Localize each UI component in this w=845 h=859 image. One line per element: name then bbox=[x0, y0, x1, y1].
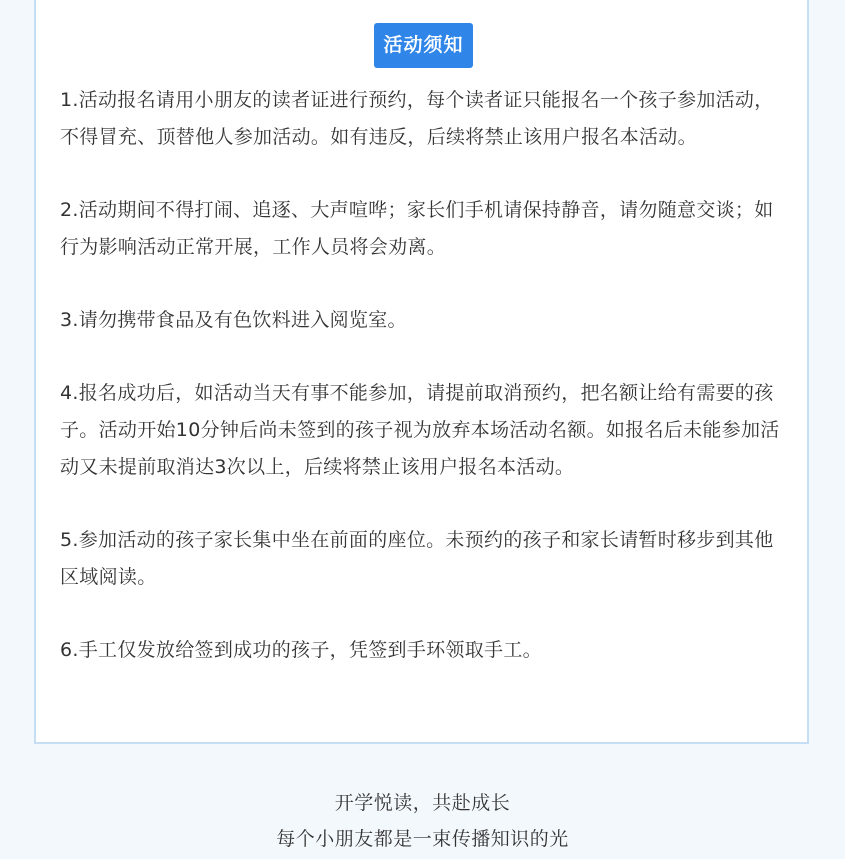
rule-item-1: 1.活动报名请用小朋友的读者证进行预约，每个读者证只能报名一个孩子参加活动，不得冒充、顶替他人参加活动。如有违反，后续将禁止该用户报名本活动。 bbox=[60, 89, 774, 148]
rule-item-4: 4.报名成功后，如活动当天有事不能参加，请提前取消预约，把名额让给有需要的孩子。活动开始10分钟后尚未签到的孩子视为放弃本场活动名额。如报名后未能参加活动又未提前取消达3次以上，后续将禁止该用户报名本活动。 bbox=[60, 382, 780, 478]
rule-item-6: 6.手工仅发放给签到成功的孩子，凭签到手环领取手工。 bbox=[60, 639, 542, 661]
footer-tagline: 每个小朋友都是一束传播知识的光 bbox=[276, 828, 569, 850]
rule-item-3: 3.请勿携带食品及有色饮料进入阅览室。 bbox=[60, 309, 407, 331]
rules-list bbox=[60, 82, 790, 705]
footer-slogan: 开学悦读，共赴成长 bbox=[334, 792, 511, 814]
rule-item-2: 2.活动期间不得打闹、追逐、大声喧哗；家长们手机请保持静音，请勿随意交谈；如行为影响活动正常开展，工作人员将会劝离。 bbox=[60, 199, 774, 258]
notice-title: 活动须知 bbox=[374, 23, 473, 68]
footer bbox=[0, 785, 845, 857]
rule-item-5: 5.参加活动的孩子家长集中坐在前面的座位。未预约的孩子和家长请暂时移步到其他区域阅读。 bbox=[60, 529, 774, 588]
notice-card bbox=[34, 0, 809, 744]
